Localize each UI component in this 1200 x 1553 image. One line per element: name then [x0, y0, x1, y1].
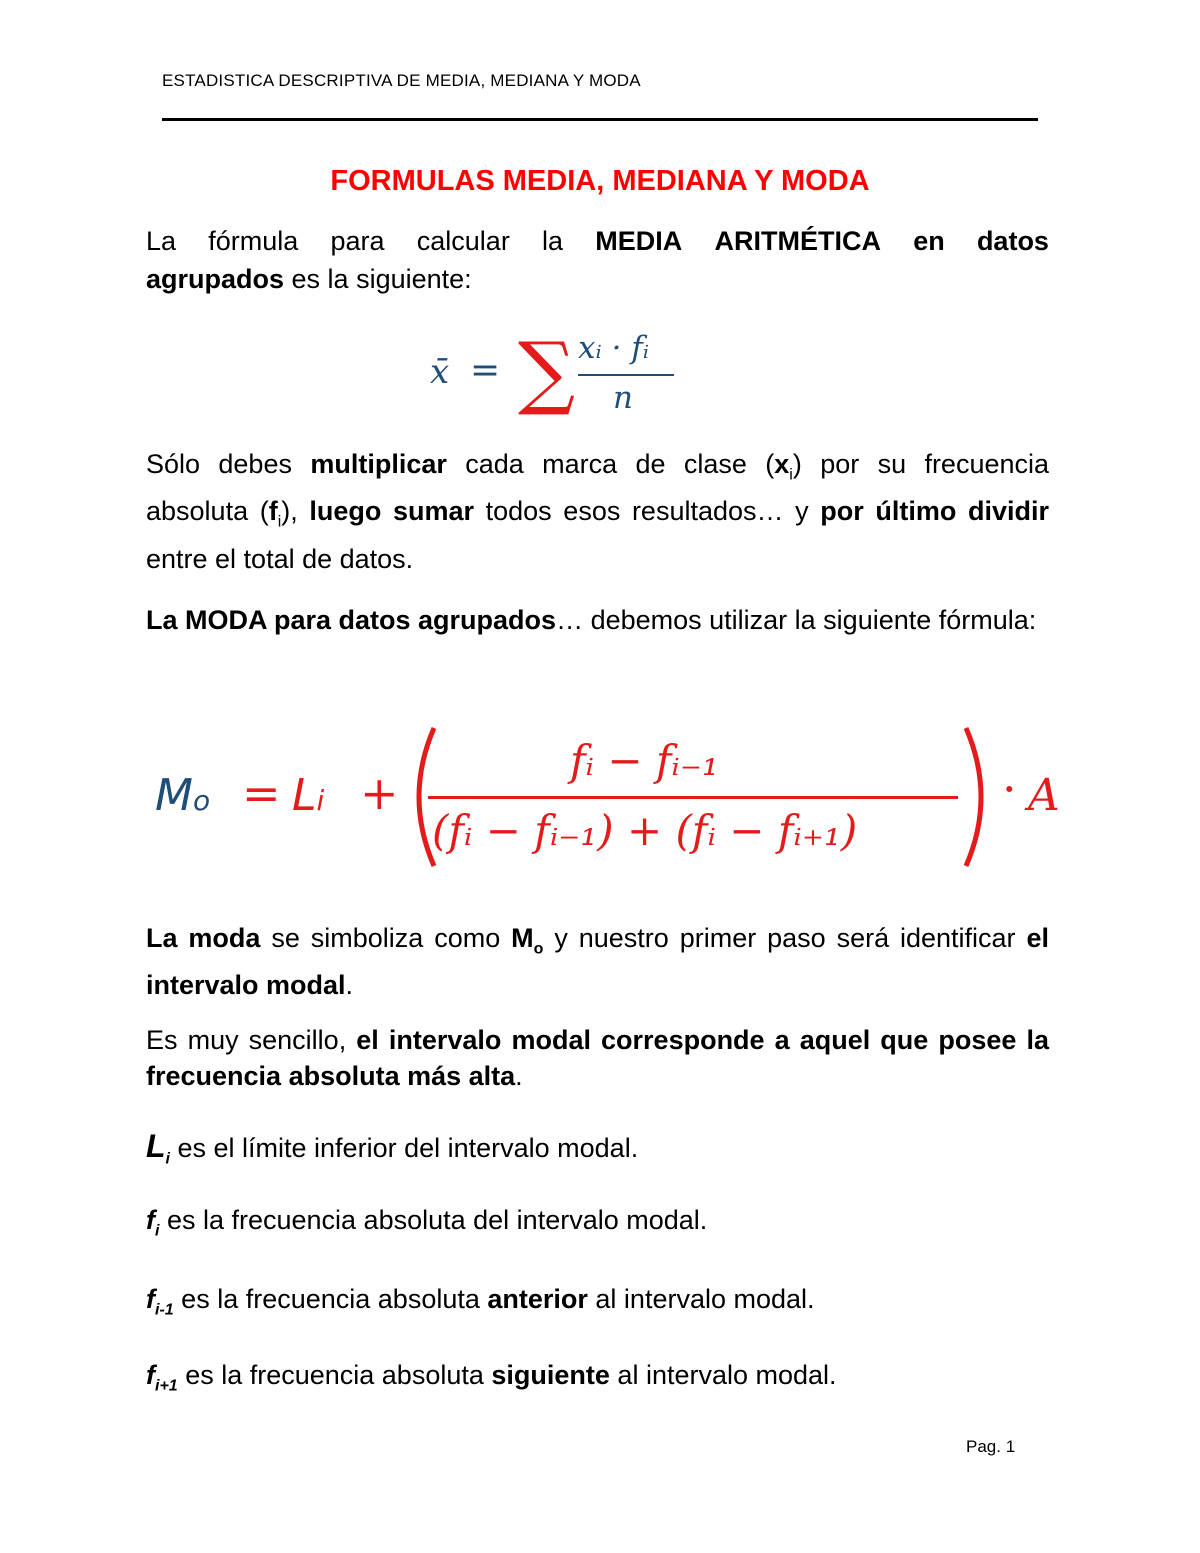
equals-sign: = — [242, 766, 281, 820]
text: es la frecuencia absoluta — [173, 1284, 488, 1314]
right-paren — [960, 724, 1000, 870]
bold-text: f — [268, 496, 278, 527]
text: cada marca de clase ( — [446, 449, 775, 479]
text: es la siguiente: — [284, 264, 472, 294]
L-sub: i — [316, 784, 325, 817]
definition-Li — [146, 1128, 1049, 1168]
mode-formula — [150, 722, 1070, 872]
subscript: i — [789, 466, 793, 484]
text: entre el total de datos. — [146, 543, 414, 574]
word: la — [542, 226, 564, 256]
bold-text: anterior — [487, 1284, 588, 1314]
text: al intervalo modal. — [609, 1360, 837, 1390]
definition-fi — [146, 1205, 1049, 1240]
equals-sign: = — [470, 350, 501, 391]
mean-numerator: xᵢ · fᵢ — [578, 330, 649, 366]
mean-formula — [430, 322, 690, 422]
text: . — [345, 970, 354, 1001]
L-letter: L — [292, 770, 317, 821]
bold-text: agrupados — [146, 264, 285, 294]
bold-text: el intervalo modal — [146, 923, 1049, 1001]
header-rule — [162, 118, 1038, 121]
def-subscript: i-1 — [155, 1301, 174, 1319]
bold-text: por último dividir — [820, 496, 1049, 527]
bold-text: el intervalo modal corresponde a aquel que posee la frecuencia absoluta más alta — [146, 1025, 1049, 1091]
text: ), — [281, 496, 310, 527]
bold-word: ARITMÉTICA — [714, 226, 881, 256]
page-number: Pag. 1 — [966, 1437, 1016, 1456]
plus-sign: + — [360, 766, 399, 820]
bold-word: en — [913, 226, 945, 256]
text: Sólo debes — [146, 449, 311, 479]
definition-fi-minus-1 — [146, 1284, 1049, 1319]
text: … debemos utilizar la siguiente fórmula: — [556, 605, 1037, 635]
mode-symbol — [155, 770, 210, 821]
def-subscript: i — [165, 1150, 170, 1168]
L-symbol — [292, 770, 324, 821]
modal-interval-paragraph — [146, 1022, 1049, 1094]
mean-denominator: n — [613, 380, 633, 416]
definition-fi-plus-1 — [146, 1360, 1049, 1395]
dot-operator: · — [1002, 762, 1017, 816]
text: al intervalo modal. — [587, 1284, 815, 1314]
bold-text: M — [511, 923, 534, 953]
text: todos esos resultados… y — [474, 496, 821, 527]
bold-word: datos — [976, 226, 1049, 256]
bold-word: MEDIA — [595, 226, 683, 256]
fraction-bar — [578, 374, 674, 376]
moda-intro — [146, 602, 1049, 638]
bold-text: luego sumar — [309, 496, 475, 527]
def-symbol: f — [146, 1284, 155, 1314]
def-symbol: f — [146, 1205, 155, 1235]
word: La — [146, 226, 177, 256]
bold-text: x — [774, 449, 790, 479]
mode-M: M — [155, 770, 193, 821]
word: para — [330, 226, 385, 256]
text: se simboliza como — [260, 923, 512, 953]
fraction-bar — [428, 796, 958, 799]
word: fórmula — [208, 226, 299, 256]
text: y nuestro primer paso será identificar — [543, 923, 1027, 953]
media-intro-line1 — [146, 226, 1049, 257]
bold-text: multiplicar — [310, 449, 447, 479]
word: calcular — [416, 226, 510, 256]
media-intro-line2 — [146, 264, 1049, 295]
mode-symbol-paragraph — [146, 920, 1049, 1003]
text: es la frecuencia absoluta — [177, 1360, 492, 1390]
text: Es muy sencillo, — [146, 1025, 357, 1055]
bold-text: La MODA para datos agrupados — [146, 605, 557, 635]
subscript: i — [277, 513, 282, 531]
def-symbol: f — [146, 1360, 155, 1390]
text: es el límite inferior del intervalo modal. — [170, 1133, 639, 1163]
sigma-symbol: ∑ — [518, 325, 576, 418]
text: es la frecuencia absoluta del intervalo modal. — [159, 1205, 708, 1235]
mode-sub: o — [192, 784, 211, 817]
xbar-symbol: x̄ — [430, 352, 450, 392]
bold-text: siguiente — [491, 1360, 610, 1390]
text: ) por su frecuencia absoluta ( — [146, 449, 1050, 527]
page-title: FORMULAS MEDIA, MEDIANA Y MODA — [330, 165, 870, 197]
def-symbol: L — [146, 1128, 166, 1164]
def-subscript: i+1 — [155, 1377, 178, 1395]
mean-explanation — [146, 446, 1049, 577]
A-symbol: A — [1028, 770, 1060, 821]
mode-denominator: (fᵢ − fᵢ₋₁) + (fᵢ − fᵢ₊₁) — [432, 806, 858, 855]
def-subscript: i — [155, 1222, 160, 1240]
subscript: o — [533, 940, 544, 958]
mode-numerator: fᵢ − fᵢ₋₁ — [570, 736, 719, 785]
text: . — [515, 1061, 523, 1091]
page-header: ESTADISTICA DESCRIPTIVA DE MEDIA, MEDIANA Y MODA — [162, 71, 641, 90]
bold-text: La moda — [146, 923, 261, 953]
